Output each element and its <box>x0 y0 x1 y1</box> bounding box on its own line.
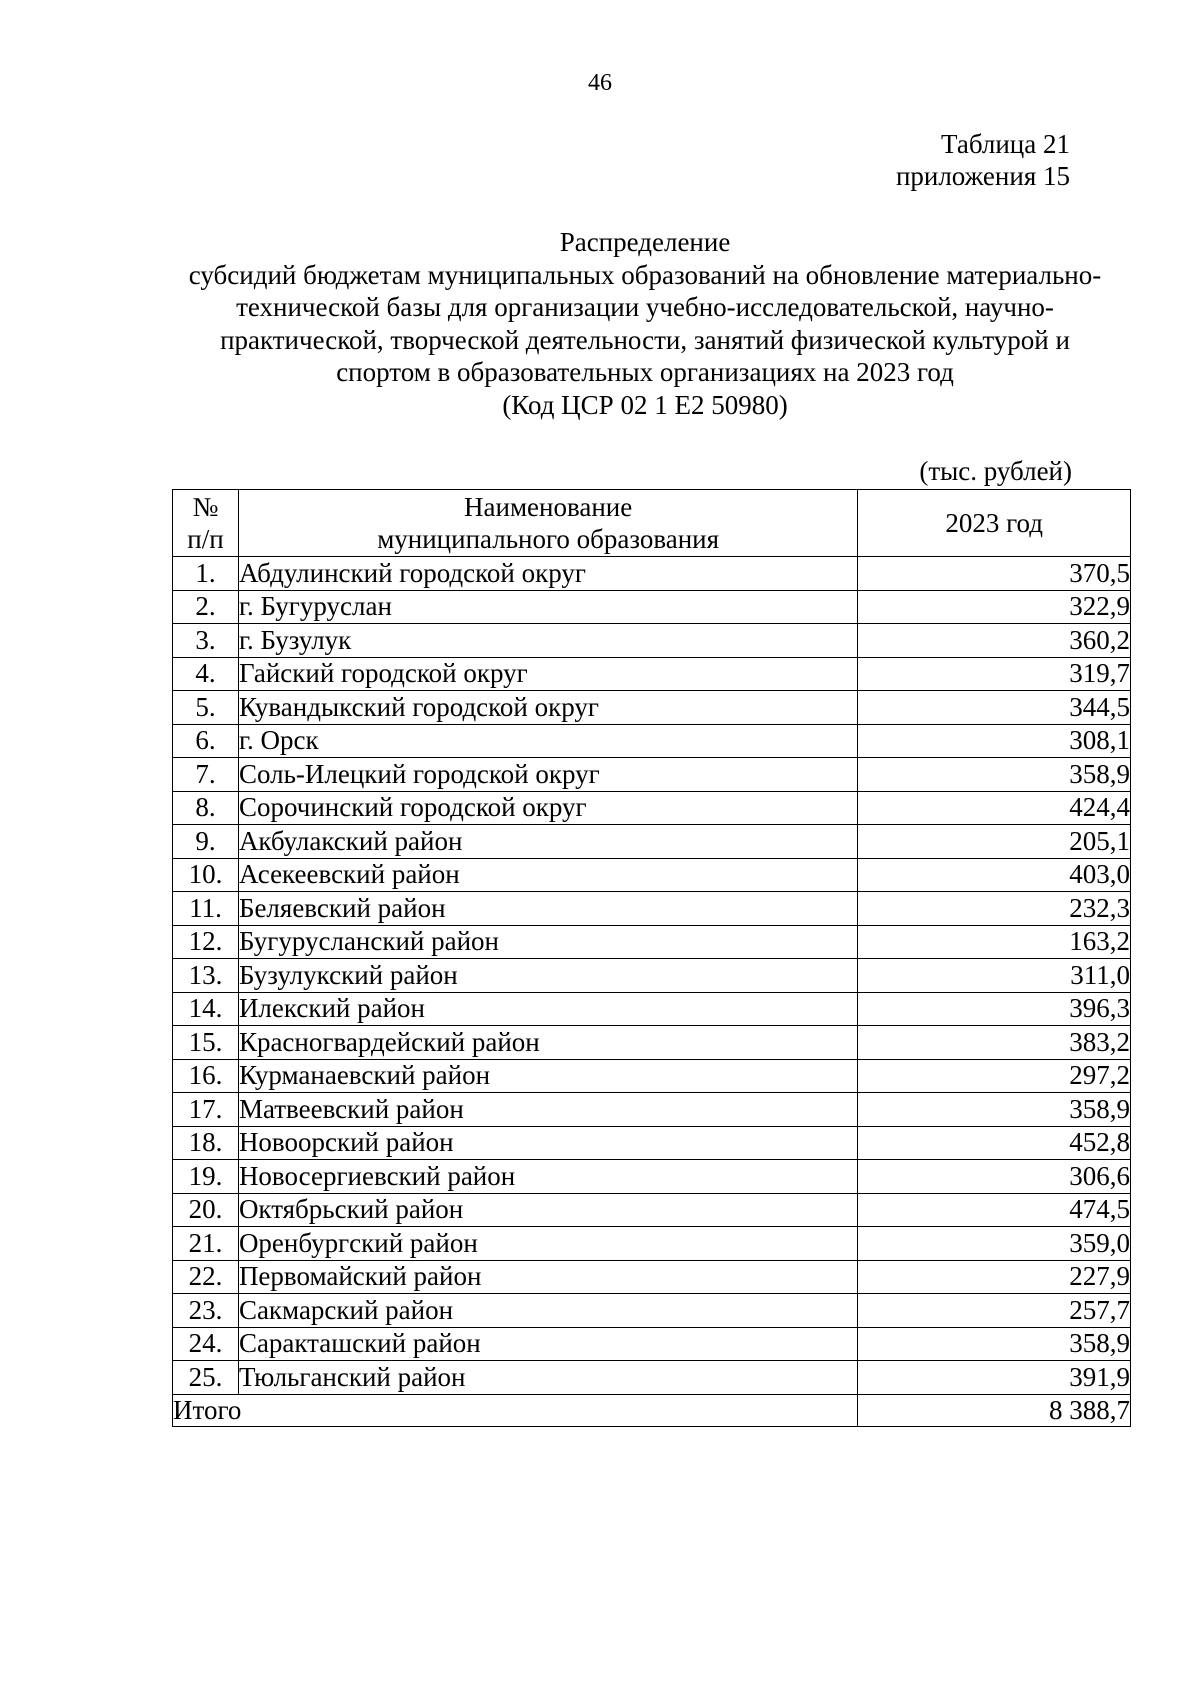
row-number: 21. <box>173 1227 239 1261</box>
row-number: 4. <box>173 657 239 691</box>
title-line-3: технической базы для организации учебно-исследовательской, научно- <box>236 292 1054 322</box>
municipality-name: Новосергиевский район <box>238 1160 857 1194</box>
municipality-name: Первомайский район <box>238 1260 857 1294</box>
row-number: 15. <box>173 1026 239 1060</box>
header-name-line-1: Наименование <box>464 492 633 522</box>
row-number: 24. <box>173 1327 239 1361</box>
distribution-table <box>172 489 1131 1427</box>
subsidy-value: 403,0 <box>858 858 1131 892</box>
total-value: 8 388,7 <box>858 1394 1131 1426</box>
row-number: 14. <box>173 992 239 1026</box>
row-number: 22. <box>173 1260 239 1294</box>
header-num-line-2: п/п <box>187 524 224 554</box>
total-label: Итого <box>173 1394 858 1426</box>
municipality-name: Гайский городской округ <box>238 657 857 691</box>
subsidy-value: 311,0 <box>858 959 1131 993</box>
municipality-name: Соль-Илецкий городской округ <box>238 758 857 792</box>
table-row <box>173 1227 1131 1261</box>
subsidy-value: 163,2 <box>858 925 1131 959</box>
municipality-name: Сорочинский городской округ <box>238 791 857 825</box>
subsidy-value: 322,9 <box>858 590 1131 624</box>
subsidy-value: 360,2 <box>858 624 1131 658</box>
row-number: 3. <box>173 624 239 658</box>
title-line-4: практической, творческой деятельности, занятий физической культурой и <box>220 324 1070 355</box>
table-row <box>173 791 1131 825</box>
header-num <box>173 490 239 557</box>
units-label: (тыс. рублей) <box>919 456 1072 486</box>
municipality-name: Красногвардейский район <box>238 1026 857 1060</box>
municipality-name: Новоорский район <box>238 1126 857 1160</box>
municipality-name: г. Бугуруслан <box>238 590 857 624</box>
subsidy-value: 358,9 <box>858 1327 1131 1361</box>
row-number: 6. <box>173 724 239 758</box>
row-number: 2. <box>173 590 239 624</box>
table-row <box>173 992 1131 1026</box>
row-number: 16. <box>173 1059 239 1093</box>
subsidy-value: 396,3 <box>858 992 1131 1026</box>
header-year: 2023 год <box>858 490 1131 557</box>
table-row <box>173 1294 1131 1328</box>
subsidy-value: 308,1 <box>858 724 1131 758</box>
table-row <box>173 724 1131 758</box>
row-number: 11. <box>173 892 239 926</box>
row-number: 10. <box>173 858 239 892</box>
subsidy-value: 370,5 <box>858 557 1131 591</box>
subsidy-value: 383,2 <box>858 1026 1131 1060</box>
table-row <box>173 557 1131 591</box>
municipality-name: Бузулукский район <box>238 959 857 993</box>
subsidy-value: 306,6 <box>858 1160 1131 1194</box>
municipality-name: Саракташский район <box>238 1327 857 1361</box>
municipality-name: Абдулинский городской округ <box>238 557 857 591</box>
municipality-name: Матвеевский район <box>238 1093 857 1127</box>
table-label: Таблица 21 <box>941 129 1070 159</box>
title-line-1: Распределение <box>559 227 731 257</box>
municipality-name: Тюльганский район <box>238 1361 857 1395</box>
table-row <box>173 825 1131 859</box>
row-number: 8. <box>173 791 239 825</box>
table-row <box>173 758 1131 792</box>
municipality-name: Курманаевский район <box>238 1059 857 1093</box>
subsidy-value: 391,9 <box>858 1361 1131 1395</box>
table-row <box>173 1361 1131 1395</box>
municipality-name: г. Бузулук <box>238 624 857 658</box>
table-row <box>173 691 1131 725</box>
table-row <box>173 1059 1131 1093</box>
appendix-label: приложения 15 <box>895 161 1070 191</box>
row-number: 5. <box>173 691 239 725</box>
subsidy-value: 205,1 <box>858 825 1131 859</box>
municipality-name: Акбулакский район <box>238 825 857 859</box>
subsidy-value: 232,3 <box>858 892 1131 926</box>
document-title <box>160 226 1130 421</box>
municipality-name: г. Орск <box>238 724 857 758</box>
table-row <box>173 925 1131 959</box>
table-row <box>173 1193 1131 1227</box>
table-row <box>173 1026 1131 1060</box>
table-row <box>173 1093 1131 1127</box>
municipality-name: Сакмарский район <box>238 1294 857 1328</box>
municipality-name: Асекеевский район <box>238 858 857 892</box>
subsidy-value: 297,2 <box>858 1059 1131 1093</box>
subsidy-value: 358,9 <box>858 1093 1131 1127</box>
subsidy-value: 319,7 <box>858 657 1131 691</box>
table-row <box>173 1160 1131 1194</box>
title-line-5: спортом в образовательных организациях на 2023 год <box>336 357 954 387</box>
total-row <box>173 1394 1131 1426</box>
subsidy-value: 257,7 <box>858 1294 1131 1328</box>
subsidy-value: 358,9 <box>858 758 1131 792</box>
table-body <box>173 557 1131 1395</box>
page-number: 46 <box>588 70 612 96</box>
municipality-name: Илекский район <box>238 992 857 1026</box>
table-row <box>173 959 1131 993</box>
table-row <box>173 858 1131 892</box>
header-name-line-2: муниципального образования <box>377 524 720 554</box>
row-number: 18. <box>173 1126 239 1160</box>
subsidy-value: 359,0 <box>858 1227 1131 1261</box>
table-row <box>173 624 1131 658</box>
title-line-6: (Код ЦСР 02 1 Е2 50980) <box>502 389 788 420</box>
row-number: 12. <box>173 925 239 959</box>
municipality-name: Октябрьский район <box>238 1193 857 1227</box>
table-header-row <box>173 490 1131 557</box>
subsidy-value: 474,5 <box>858 1193 1131 1227</box>
table-row <box>173 1327 1131 1361</box>
municipality-name: Оренбургский район <box>238 1227 857 1261</box>
subsidy-value: 344,5 <box>858 691 1131 725</box>
row-number: 13. <box>173 959 239 993</box>
row-number: 7. <box>173 758 239 792</box>
row-number: 25. <box>173 1361 239 1395</box>
row-number: 1. <box>173 557 239 591</box>
municipality-name: Кувандыкский городской округ <box>238 691 857 725</box>
subsidy-value: 424,4 <box>858 791 1131 825</box>
row-number: 9. <box>173 825 239 859</box>
row-number: 23. <box>173 1294 239 1328</box>
subsidy-value: 452,8 <box>858 1126 1131 1160</box>
header-num-line-1: № <box>192 492 219 522</box>
title-line-2: субсидий бюджетам муниципальных образований на обновление материально- <box>188 259 1102 290</box>
municipality-name: Бугурусланский район <box>238 925 857 959</box>
table-row <box>173 1126 1131 1160</box>
table-reference <box>896 128 1070 192</box>
subsidy-value: 227,9 <box>858 1260 1131 1294</box>
table-row <box>173 892 1131 926</box>
table-row <box>173 590 1131 624</box>
header-name <box>238 490 857 557</box>
row-number: 20. <box>173 1193 239 1227</box>
row-number: 19. <box>173 1160 239 1194</box>
table-row <box>173 1260 1131 1294</box>
table-row <box>173 657 1131 691</box>
municipality-name: Беляевский район <box>238 892 857 926</box>
row-number: 17. <box>173 1093 239 1127</box>
